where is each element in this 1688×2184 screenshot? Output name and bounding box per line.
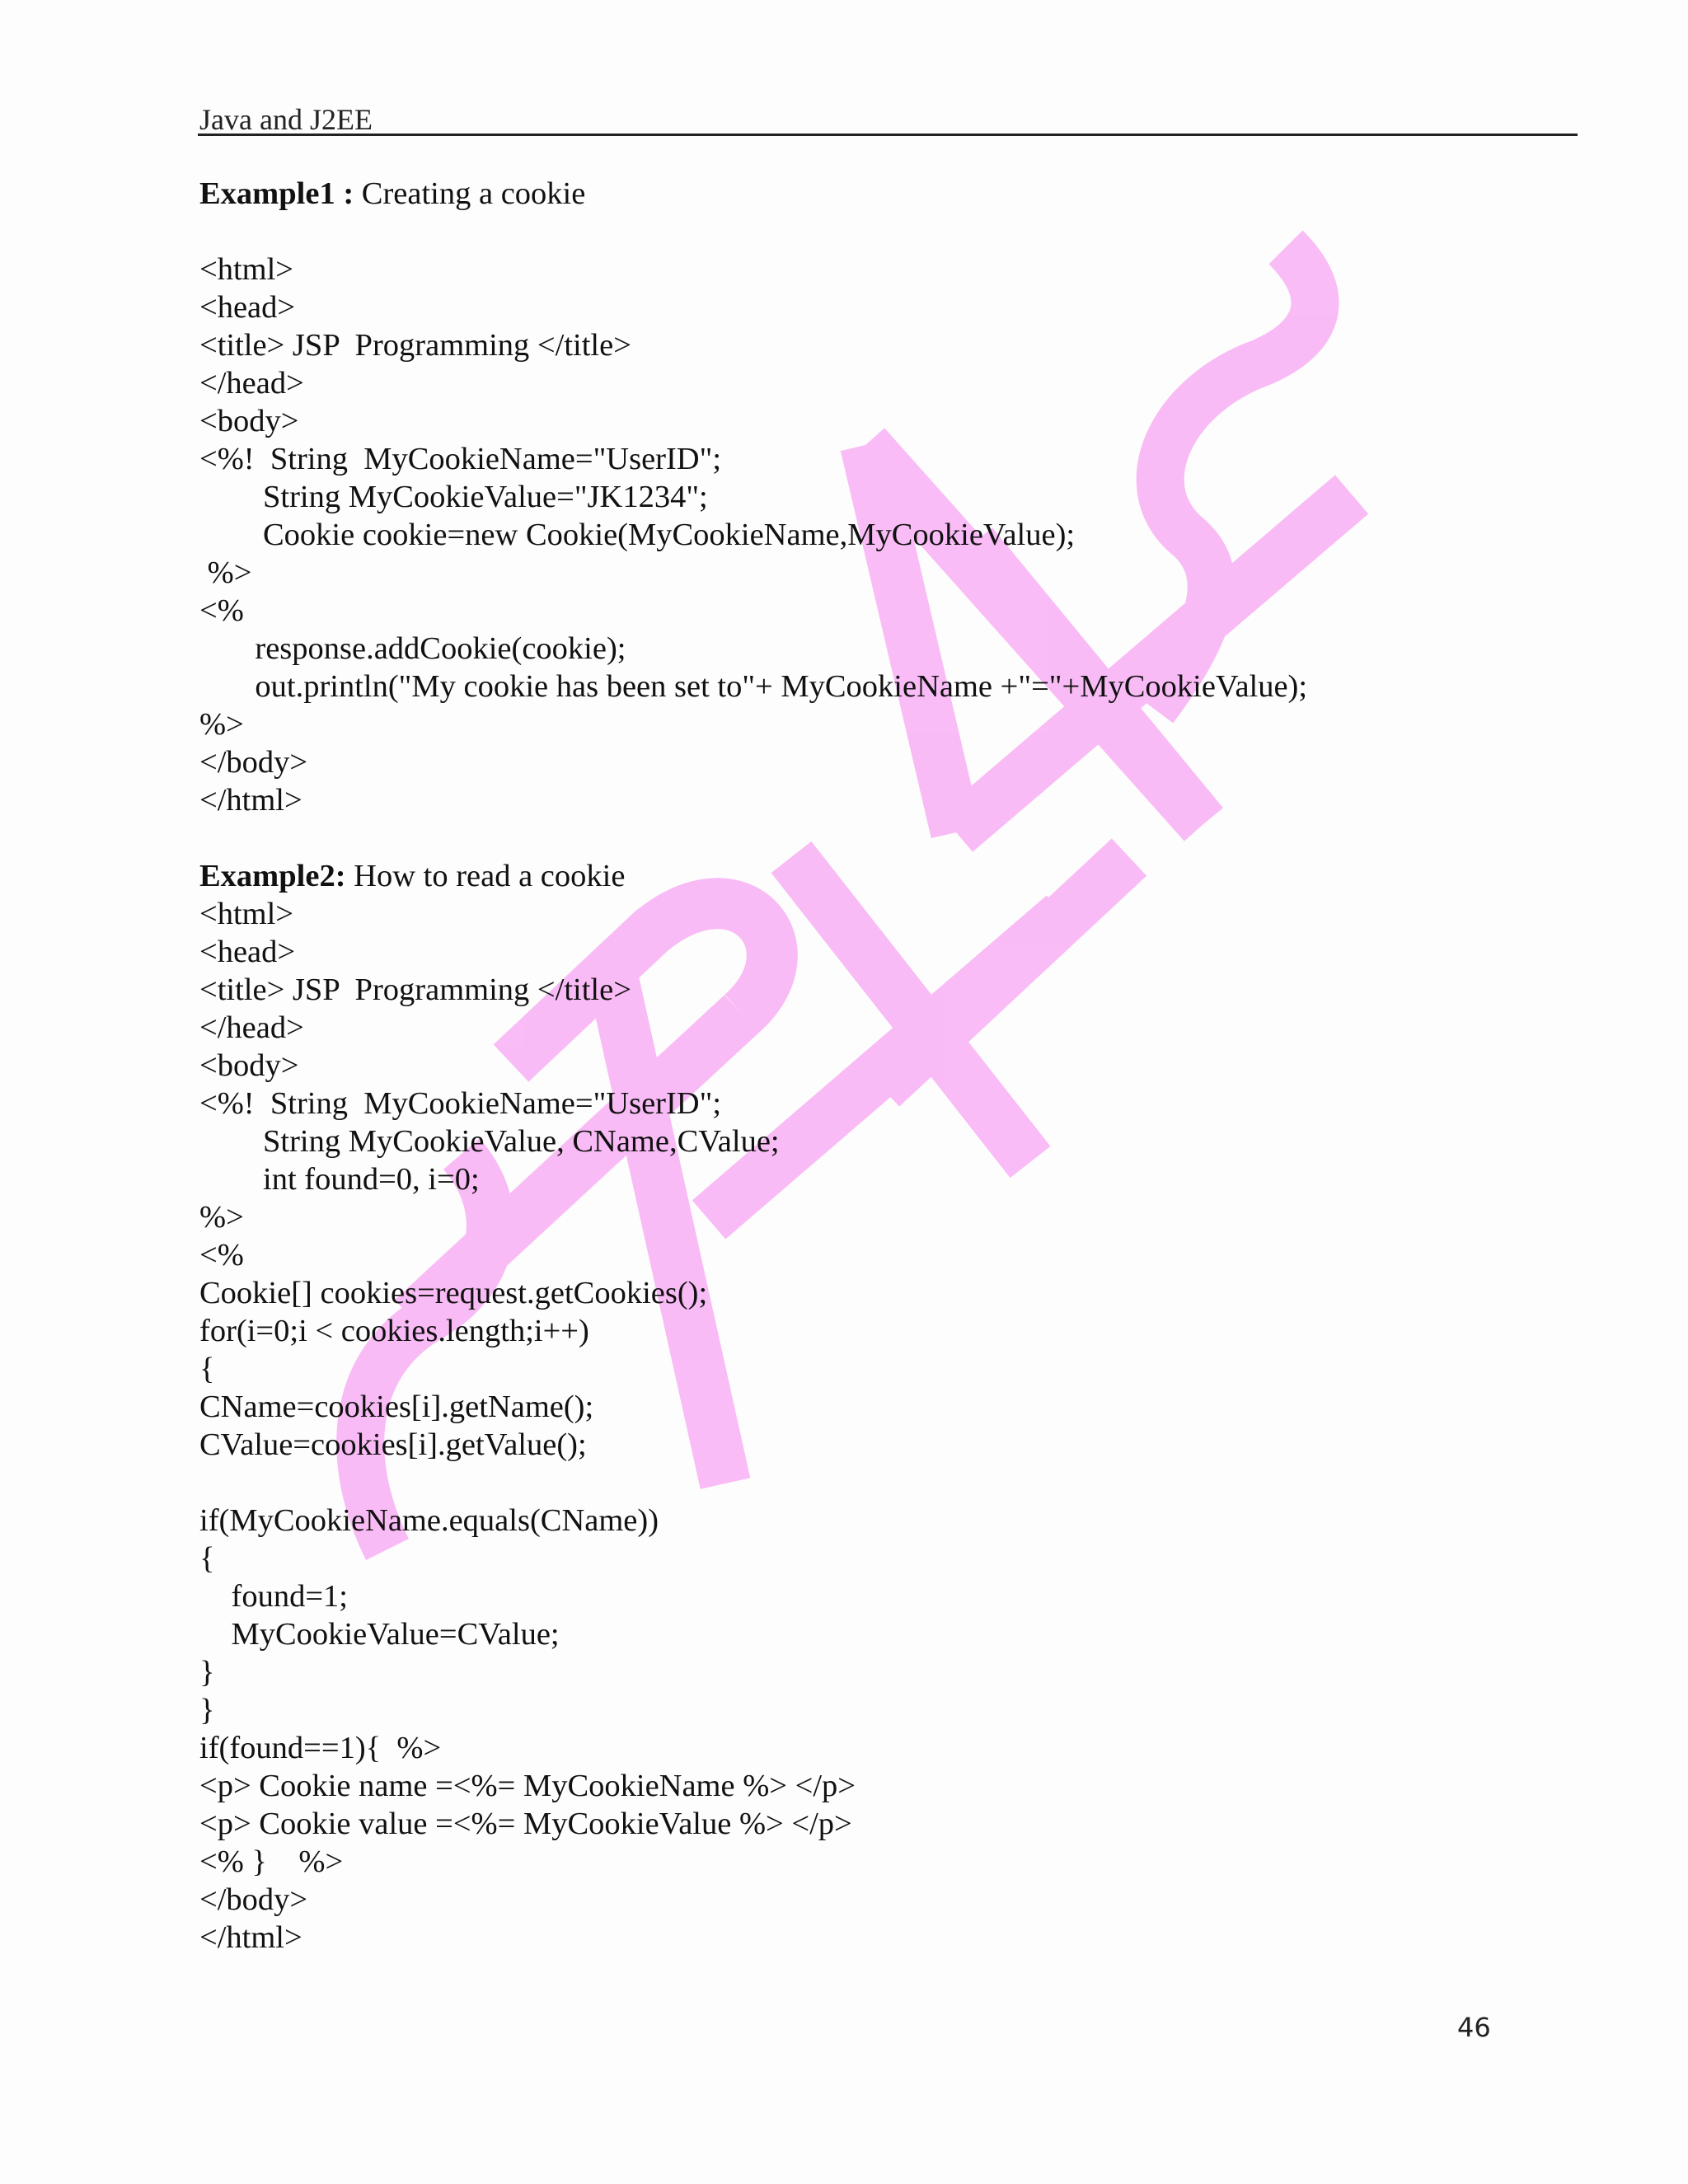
code-line: found=1; bbox=[199, 1579, 348, 1614]
code-line: %> bbox=[199, 1200, 244, 1235]
example1-heading bbox=[199, 175, 585, 213]
code-line: <% } %> bbox=[199, 1844, 344, 1879]
code-line: <p> Cookie name =<%= MyCookieName %> </p> bbox=[199, 1769, 856, 1803]
code-line: out.println("My cookie has been set to"+ MyCookieName +"="+MyCookieValue); bbox=[199, 669, 1308, 704]
code-line: </html> bbox=[199, 1920, 302, 1955]
code-line: <head> bbox=[199, 290, 296, 325]
code-line: <title> JSP Programming </title> bbox=[199, 328, 631, 363]
code-line: <body> bbox=[199, 404, 299, 438]
code-line: Cookie cookie=new Cookie(MyCookieName,MyCookieValue); bbox=[199, 518, 1076, 552]
watermark-letter-m bbox=[865, 445, 1352, 832]
code-line: <%! String MyCookieName="UserID"; bbox=[199, 442, 722, 476]
code-line: <html> bbox=[199, 252, 294, 287]
header-title: Java and J2EE bbox=[199, 103, 373, 136]
code-line: <%! String MyCookieName="UserID"; bbox=[199, 1086, 722, 1121]
code-line: %> bbox=[199, 555, 252, 590]
watermark-letter-k bbox=[709, 857, 1129, 1220]
code-line: String MyCookieValue, CName,CValue; bbox=[199, 1124, 780, 1159]
code-line: <% bbox=[199, 1238, 244, 1272]
code-line: </head> bbox=[199, 1010, 304, 1045]
code-line: { bbox=[199, 1352, 215, 1386]
code-line: } bbox=[199, 1655, 215, 1690]
example2-heading bbox=[199, 857, 625, 895]
code-line: response.addCookie(cookie); bbox=[199, 631, 626, 666]
code-line: String MyCookieValue="JK1234"; bbox=[199, 480, 708, 514]
code-line: CName=cookies[i].getName(); bbox=[199, 1390, 594, 1424]
example1-heading-label: Example1 : bbox=[199, 176, 354, 211]
code-line: { bbox=[199, 1541, 215, 1576]
example2-heading-label: Example2: bbox=[199, 859, 346, 893]
code-line: <head> bbox=[199, 935, 296, 969]
code-line: </head> bbox=[199, 366, 304, 401]
code-line: <p> Cookie value =<%= MyCookieValue %> </p> bbox=[199, 1807, 852, 1841]
watermark-tilde-lower bbox=[360, 1154, 490, 1549]
code-line: } bbox=[199, 1693, 215, 1727]
code-line: if(found==1){ %> bbox=[199, 1731, 442, 1765]
code-line: MyCookieValue=CValue; bbox=[199, 1617, 560, 1652]
example1-heading-text: Creating a cookie bbox=[354, 176, 586, 211]
code-line: Cookie[] cookies=request.getCookies(); bbox=[199, 1276, 708, 1310]
running-header bbox=[198, 97, 1578, 136]
code-line: %> bbox=[199, 707, 244, 742]
code-line: int found=0, i=0; bbox=[199, 1162, 480, 1197]
code-line: </body> bbox=[199, 745, 308, 780]
code-line: <title> JSP Programming </title> bbox=[199, 972, 631, 1007]
code-line: for(i=0;i < cookies.length;i++) bbox=[199, 1314, 589, 1348]
code-line: <body> bbox=[199, 1048, 299, 1083]
example2-heading-text: How to read a cookie bbox=[345, 859, 626, 893]
code-line: <html> bbox=[199, 897, 294, 931]
code-line: </body> bbox=[199, 1882, 308, 1917]
code-line: <% bbox=[199, 593, 244, 628]
code-line: if(MyCookieName.equals(CName)) bbox=[199, 1503, 659, 1538]
watermark-tilde-upper bbox=[1154, 247, 1315, 709]
page-number: 46 bbox=[1457, 2012, 1491, 2043]
code-line: CValue=cookies[i].getValue(); bbox=[199, 1427, 587, 1462]
code-line: </html> bbox=[199, 783, 302, 818]
